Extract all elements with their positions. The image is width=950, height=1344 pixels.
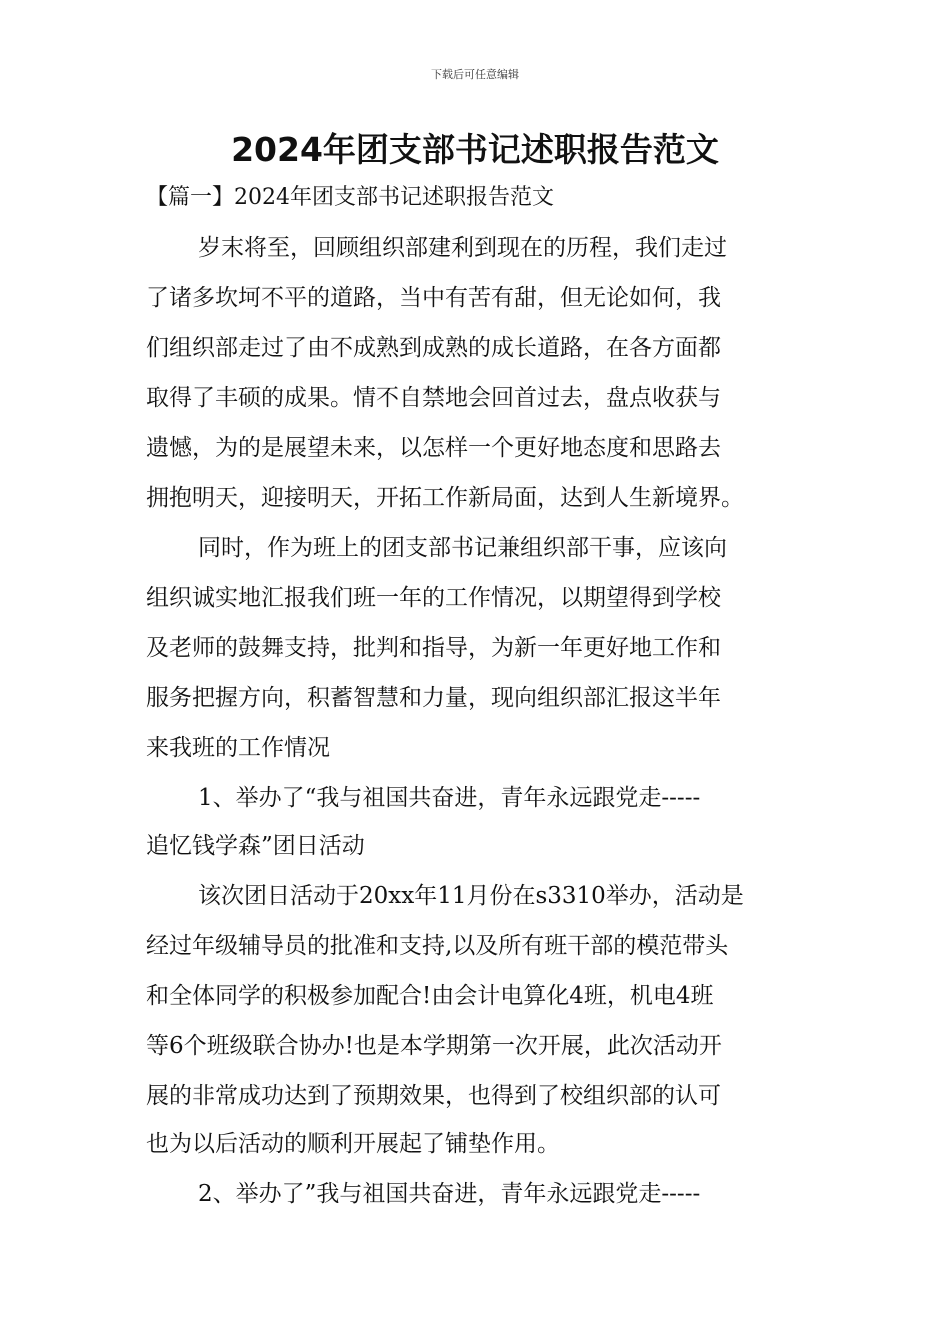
section-heading: 【篇一】2024年团支部书记述职报告范文 (146, 185, 554, 210)
paragraph-line: 服务把握方向，积蓄智慧和力量，现向组织部汇报这半年 (146, 685, 721, 711)
paragraph-line: 经过年级辅导员的批准和支持,以及所有班干部的模范带头 (146, 933, 729, 959)
page-header-note: 下载后可任意编辑 (431, 68, 519, 81)
paragraph-line: 同时，作为班上的团支部书记兼组织部干事，应该向 (198, 535, 727, 561)
list-item-heading: 2、举办了”我与祖国共奋进，青年永远跟党走----- (198, 1181, 701, 1207)
paragraph-line: 及老师的鼓舞支持，批判和指导，为新一年更好地工作和 (146, 635, 721, 661)
paragraph-line: 们组织部走过了由不成熟到成熟的成长道路，在各方面都 (146, 335, 721, 361)
paragraph-line: 来我班的工作情况 (146, 735, 330, 761)
paragraph-line: 也为以后活动的顺利开展起了铺垫作用。 (146, 1131, 560, 1157)
paragraph-line: 了诸多坎坷不平的道路，当中有苦有甜，但无论如何，我 (146, 285, 721, 311)
paragraph-line: 和全体同学的积极参加配合!由会计电算化4班，机电4班 (146, 983, 714, 1009)
paragraph-line: 取得了丰硕的成果。情不自禁地会回首过去，盘点收获与 (146, 385, 721, 411)
document-title: 2024年团支部书记述职报告范文 (231, 130, 719, 169)
paragraph-line: 拥抱明天，迎接明天，开拓工作新局面，达到人生新境界。 (146, 485, 744, 511)
paragraph-line: 等6个班级联合协办!也是本学期第一次开展，此次活动开 (146, 1033, 722, 1059)
paragraph-line: 该次团日活动于20xx年11月份在s3310举办，活动是 (198, 883, 744, 909)
paragraph-line: 展的非常成功达到了预期效果，也得到了校组织部的认可 (146, 1083, 721, 1109)
paragraph-line: 遗憾，为的是展望未来，以怎样一个更好地态度和思路去 (146, 435, 721, 461)
paragraph-line: 岁末将至，回顾组织部建利到现在的历程，我们走过 (198, 235, 727, 261)
paragraph-line: 组织诚实地汇报我们班一年的工作情况，以期望得到学校 (146, 585, 721, 611)
list-item-heading: 追忆钱学森”团日活动 (146, 833, 365, 859)
list-item-heading: 1、举办了“我与祖国共奋进，青年永远跟党走----- (198, 785, 701, 811)
